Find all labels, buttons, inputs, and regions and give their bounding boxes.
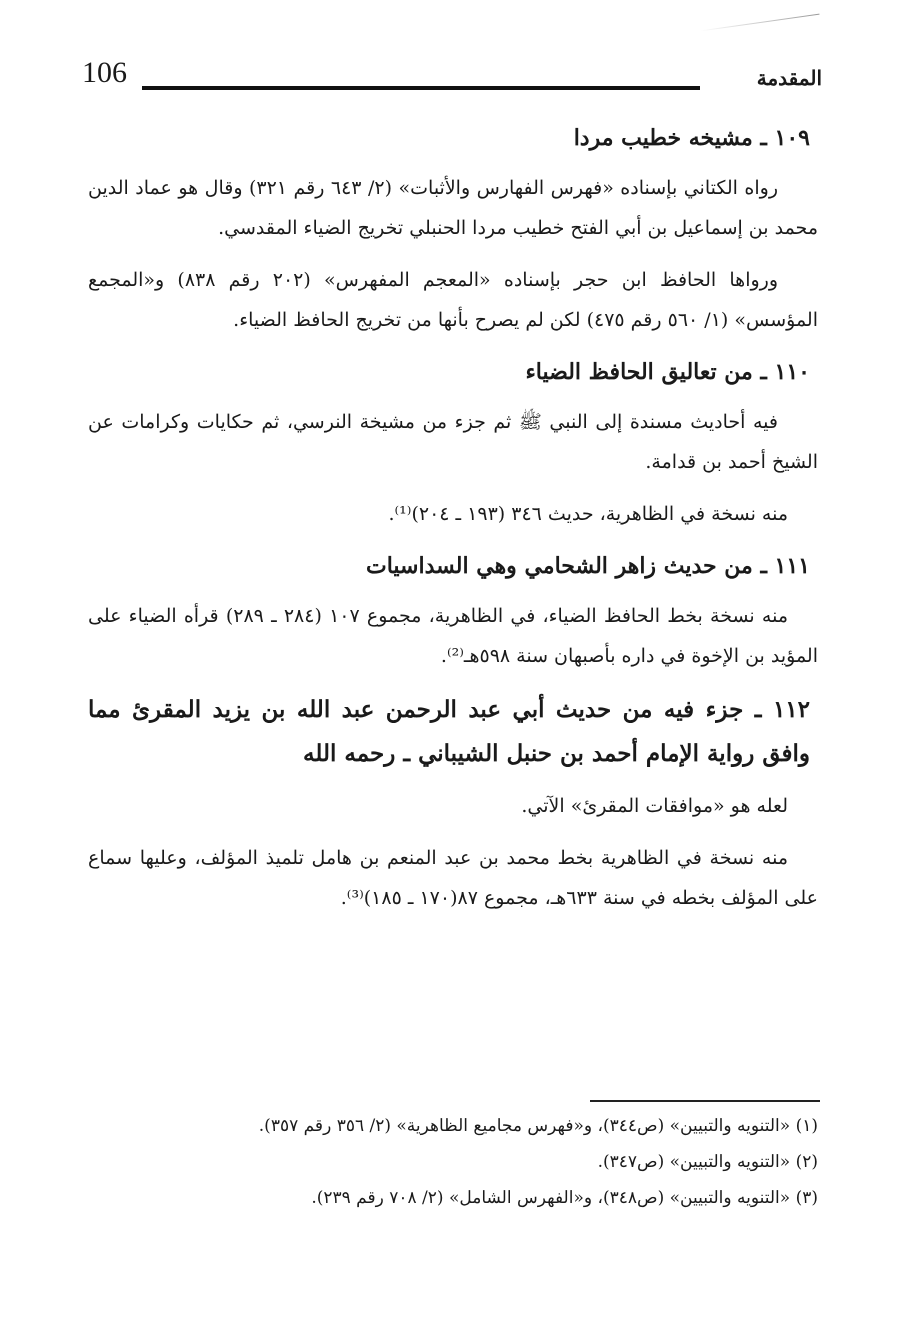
entry-111-paragraph-1: منه نسخة بخط الحافظ الضياء، في الظاهرية، مجموع ١٠٧ (٢٨٤ ـ ٢٨٩) قرأه الضياء على المؤيد بن الإخوة في داره بأصبهان سنة ٥٩٨هـ⁽²⁾. — [88, 605, 818, 667]
page-header — [82, 52, 822, 102]
footnote-3: (٣) «التنويه والتبيين» (ص٣٤٨)، و«الفهرس الشامل» (٢/ ٧٠٨ رقم ٢٣٩). — [311, 1188, 818, 1208]
section-title: المقدمة — [756, 66, 822, 90]
entry-heading-109: ١٠٩ ـ مشيخه خطيب مردا — [573, 125, 810, 151]
entry-110-paragraph-1: فيه أحاديث مسندة إلى النبي ﷺ ثم جزء من مشيخة النرسي، ثم حكايات وكرامات عن الشيخ أحمد بن قدامة. — [88, 411, 818, 473]
footnote-2: (٢) «التنويه والتبيين» (ص٣٤٧). — [597, 1152, 818, 1172]
entry-112-paragraph-1: لعله هو «موافقات المقرئ» الآتي. — [521, 795, 788, 817]
entry-109-paragraph-2: ورواها الحافظ ابن حجر بإسناده «المعجم المفهرس» (٢٠٢ رقم ٨٣٨) و«المجمع المؤسس» (١/ ٥٦٠ رقم ٤٧٥) لكن لم يصرح بأنها من تخريج الحافظ الضياء. — [88, 269, 818, 331]
footnote-separator — [590, 1100, 820, 1102]
entry-109-paragraph-1: رواه الكتاني بإسناده «فهرس الفهارس والأثبات» (٢/ ٦٤٣ رقم ٣٢١) وقال هو عماد الدين محمد بن إسماعيل بن أبي الفتح خطيب مردا الحنبلي تخريج الضياء المقدسي. — [88, 177, 818, 239]
scan-artifact-line — [701, 14, 820, 32]
entry-112-paragraph-2: منه نسخة في الظاهرية بخط محمد بن عبد المنعم بن هامل تلميذ المؤلف، وعليها سماع على المؤلف بخطه في سنة ٦٣٣هـ، مجموع ٨٧(١٧٠ ـ ١٨٥)⁽³⁾. — [88, 847, 818, 909]
entry-heading-110: ١١٠ ـ من تعاليق الحافظ الضياء — [525, 359, 810, 385]
footnote-1: (١) «التنويه والتبيين» (ص٣٤٤)، و«فهرس مجاميع الظاهرية» (٢/ ٣٥٦ رقم ٣٥٧). — [258, 1116, 818, 1136]
header-rule — [142, 86, 700, 90]
page-number: 106 — [82, 56, 127, 89]
footnotes — [150, 1108, 818, 1216]
entry-110-paragraph-2: منه نسخة في الظاهرية، حديث ٣٤٦ (١٩٣ ـ ٢٠٤)⁽¹⁾. — [388, 503, 788, 525]
page-body — [88, 112, 818, 930]
entry-heading-112: ١١٢ ـ جزء فيه من حديث أبي عبد الرحمن عبد الله بن يزيد المقرئ مما وافق رواية الإمام أحمد بن حنبل الشيباني ـ رحمه الله — [88, 696, 810, 767]
entry-heading-111: ١١١ ـ من حديث زاهر الشحامي وهي السداسيات — [365, 553, 810, 579]
